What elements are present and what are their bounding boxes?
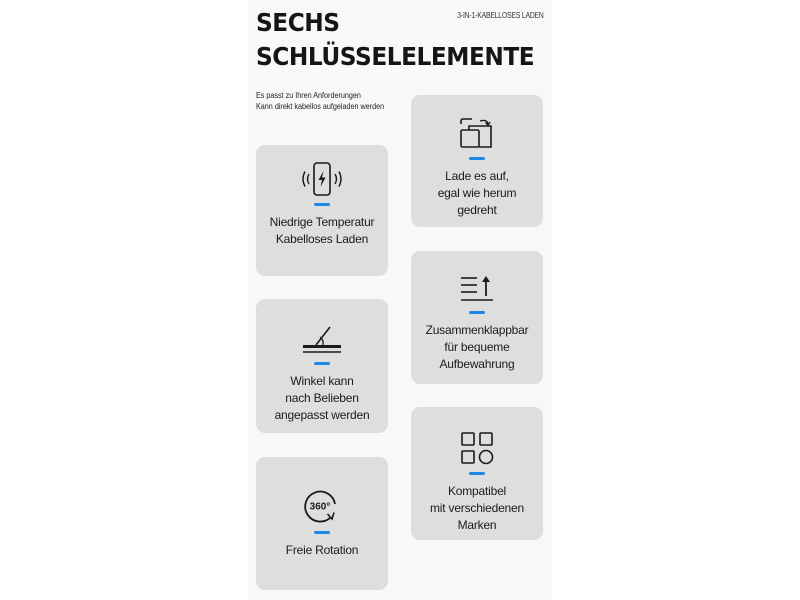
rotation-badge: 360° [309, 501, 331, 513]
page-title-line1: SECHS [256, 8, 340, 37]
accent-dash [314, 362, 330, 365]
wireless-charging-phone-icon [300, 162, 344, 196]
accent-dash [469, 157, 485, 160]
feature-label: Kompatibel mit verschiedenen Marken [430, 484, 524, 532]
feature-label: Winkel kann nach Belieben angepasst werden [274, 374, 370, 422]
rotate-screen-icon [458, 116, 496, 150]
feature-card-free-rotation [256, 457, 388, 590]
accent-dash [469, 311, 485, 314]
feature-label: Niedrige Temperatur Kabelloses Laden [269, 215, 375, 246]
feature-label: Lade es auf, egal wie herum gedreht [437, 169, 517, 217]
subtitle-line2: Kann direkt kabellos aufgeladen werden [256, 102, 385, 111]
feature-card-compatible-brands [411, 407, 543, 540]
subtitle [256, 90, 384, 112]
accent-dash [469, 472, 485, 475]
compatible-brands-icon [460, 431, 494, 465]
product-tag: 3-IN-1-KABELLOSES LADEN [457, 11, 544, 20]
feature-card-low-temperature [256, 145, 388, 276]
subtitle-line1: Es passt zu Ihren Anforderungen [256, 91, 361, 100]
feature-card-foldable [411, 251, 543, 384]
feature-panel [248, 0, 552, 600]
rotation-360-icon [304, 490, 340, 524]
accent-dash [314, 531, 330, 534]
feature-label: Zusammenklappbar für bequeme Aufbewahrung [425, 323, 529, 371]
accent-dash [314, 203, 330, 206]
angle-adjust-icon [302, 325, 342, 355]
feature-card-any-orientation [411, 95, 543, 227]
page-title-line2: SCHLÜSSELELEMENTE [256, 42, 535, 71]
feature-label: Freie Rotation [285, 543, 359, 557]
feature-card-angle-adjust [256, 299, 388, 433]
foldable-storage-icon [459, 274, 495, 304]
